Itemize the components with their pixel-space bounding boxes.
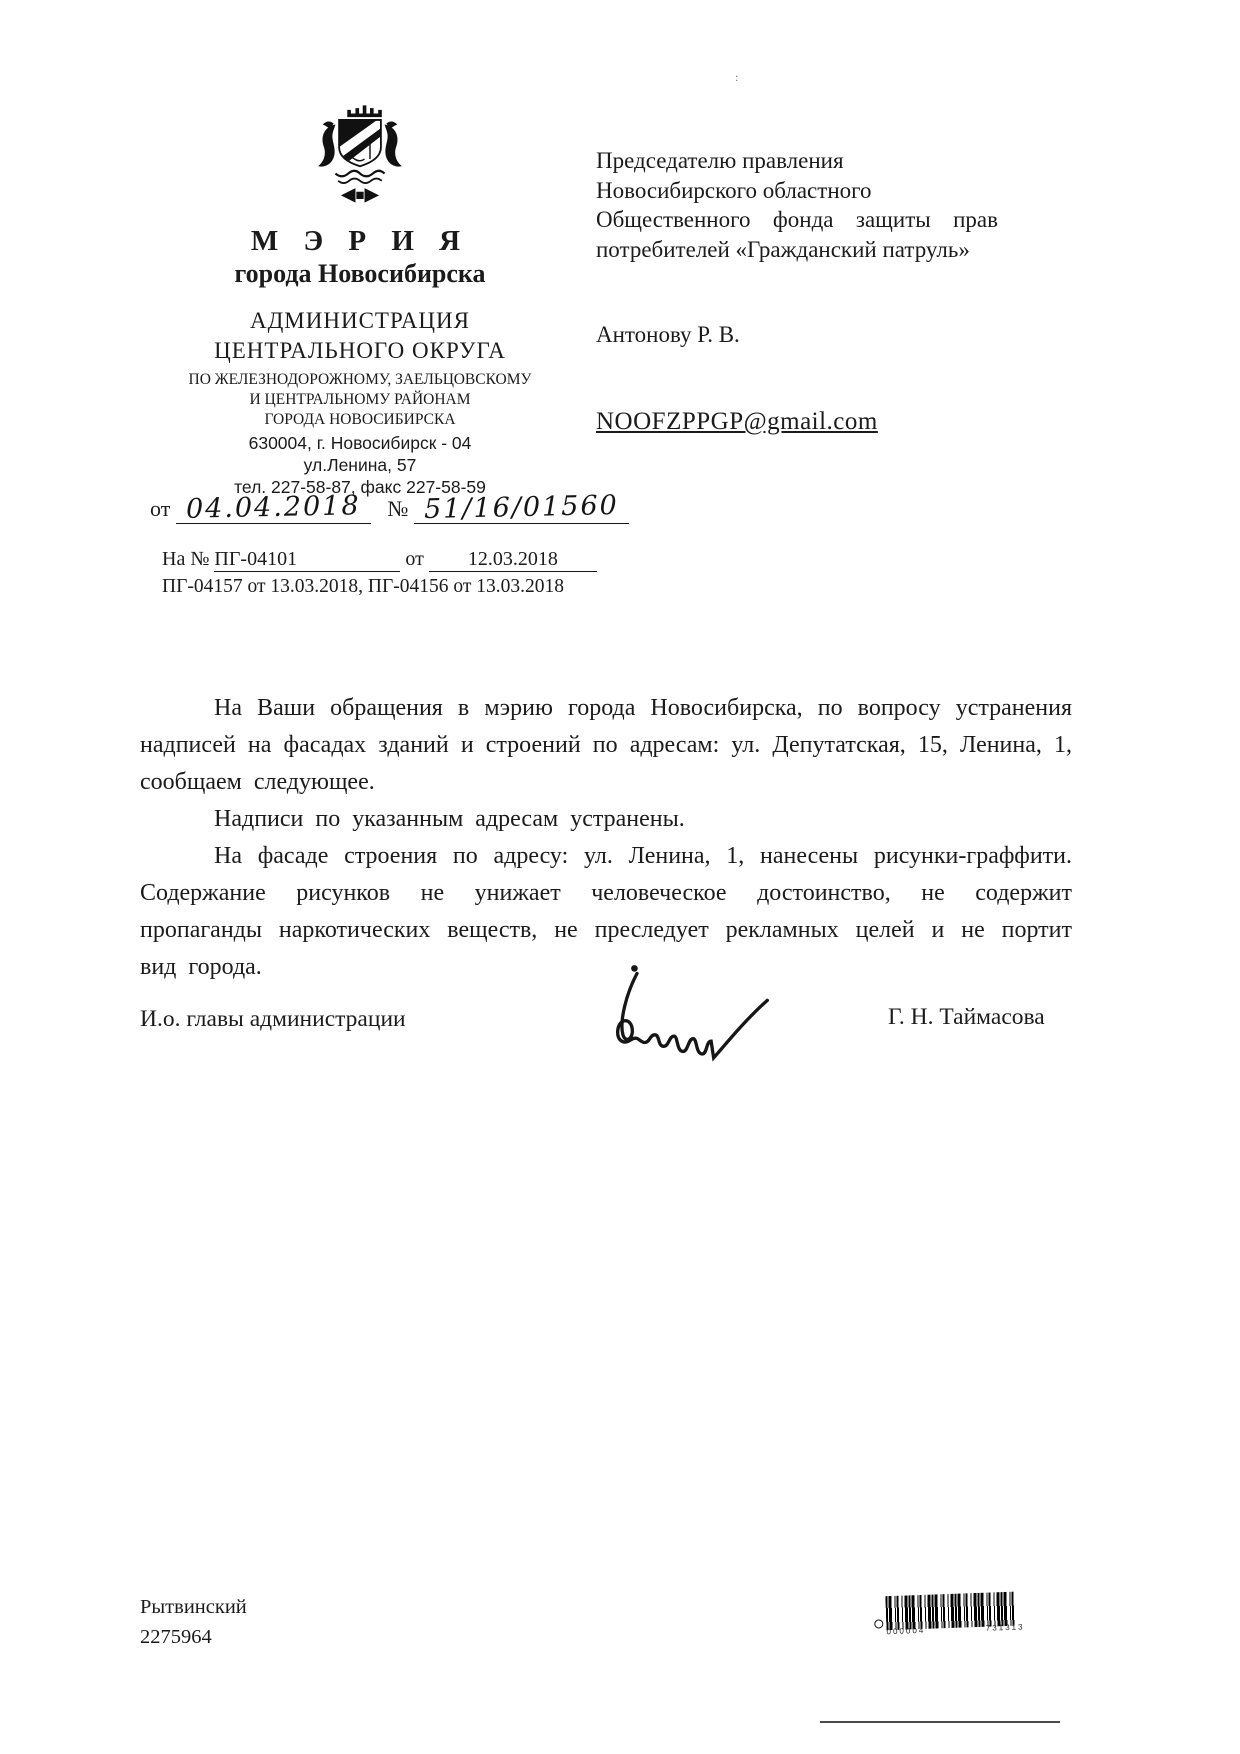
letter-body [140, 690, 1072, 986]
novosibirsk-coat-of-arms-icon [310, 100, 410, 218]
signer-name: Г. Н. Таймасова [888, 1004, 1045, 1030]
address-line2: ул.Ленина, 57 [303, 455, 417, 475]
incoming-reference-extra: ПГ-04157 от 13.03.2018, ПГ-04156 от 13.03.2018 [162, 576, 564, 597]
body-paragraph-3: На фасаде строения по адресу: ул. Ленина, 1, нанесены рисунки-граффити. Содержание рисунков не унижает человеческое достоинство, не содержит пропаганды наркотических веществ, не преследует рекламных целей и не портит вид города. [140, 843, 1072, 980]
handwritten-number: 51/16/01560 [423, 489, 620, 526]
scan-noise-speck: : [735, 70, 739, 84]
body-paragraph-1: На Ваши обращения в мэрию города Новосибирска, по вопросу устранения надписей на фасадах зданий и строений по адресам: ул. Депутатская, 15, Ленина, 1, сообщаем следующее. [140, 695, 1072, 795]
recipient-line1: Председателю правления [596, 148, 844, 173]
number-blank [414, 489, 629, 526]
date-label: от [150, 496, 171, 521]
letterhead-block [140, 100, 580, 498]
bottom-scan-line [820, 1721, 1060, 1723]
barcode-digits-right: 731313 [985, 1622, 1025, 1633]
org-name-line1: М Э Р И Я [250, 225, 470, 257]
districts-line3: ГОРОДА НОВОСИБИРСКА [264, 411, 456, 428]
recipient-block [596, 146, 998, 264]
admin-line1: АДМИНИСТРАЦИЯ [250, 308, 470, 333]
districts-line1: ПО ЖЕЛЕЗНОДОРОЖНОМУ, ЗАЕЛЬЦОВСКОМУ [188, 371, 532, 388]
handwritten-date: 04.04.2018 [185, 490, 361, 525]
executor-name: Рытвинский [140, 1596, 247, 1618]
recipient-line3-word2: фонда [772, 207, 834, 232]
org-name-line2: города Новосибирска [234, 259, 486, 288]
number-label: № [387, 496, 409, 521]
incoming-reference-line [162, 548, 597, 572]
body-paragraph-2: Надписи по указанным адресам устранены. [214, 806, 685, 832]
recipient-line2: Новосибирского областного [596, 177, 872, 203]
barcode [873, 1591, 1024, 1636]
recipient-name: Антонову Р. В. [596, 322, 740, 347]
reply-number: ПГ-04101 [214, 548, 400, 572]
districts-line2: И ЦЕНТРАЛЬНОМУ РАЙОНАМ [249, 391, 471, 408]
recipient-line4: потребителей «Гражданский патруль» [596, 236, 970, 262]
recipient-line3-word3: защиты [855, 207, 931, 232]
reply-date: 12.03.2018 [429, 548, 597, 572]
phone-fax-line: тел. 227-58-87, факс 227-58-59 [234, 477, 486, 497]
executor-phone: 2275964 [140, 1626, 212, 1648]
admin-line2: ЦЕНТРАЛЬНОГО ОКРУГА [214, 338, 506, 363]
reply-ot-label: от [405, 548, 424, 570]
recipient-line3-word4: прав [953, 207, 998, 232]
signer-position: И.о. главы администрации [140, 1006, 406, 1032]
reply-label: На № [162, 548, 210, 570]
address-line1: 630004, г. Новосибирск - 04 [248, 433, 472, 453]
barcode-digits-left: 000004 [886, 1625, 926, 1637]
executor-block [140, 1592, 247, 1652]
recipient-line3 [596, 205, 998, 235]
recipient-email: NOOFZPPGP@gmail.com [596, 408, 878, 435]
recipient-line3-word1: Общественного [596, 207, 751, 232]
date-blank [176, 492, 371, 524]
outgoing-reference-line [150, 489, 629, 526]
handwritten-signature-icon [568, 962, 798, 1077]
